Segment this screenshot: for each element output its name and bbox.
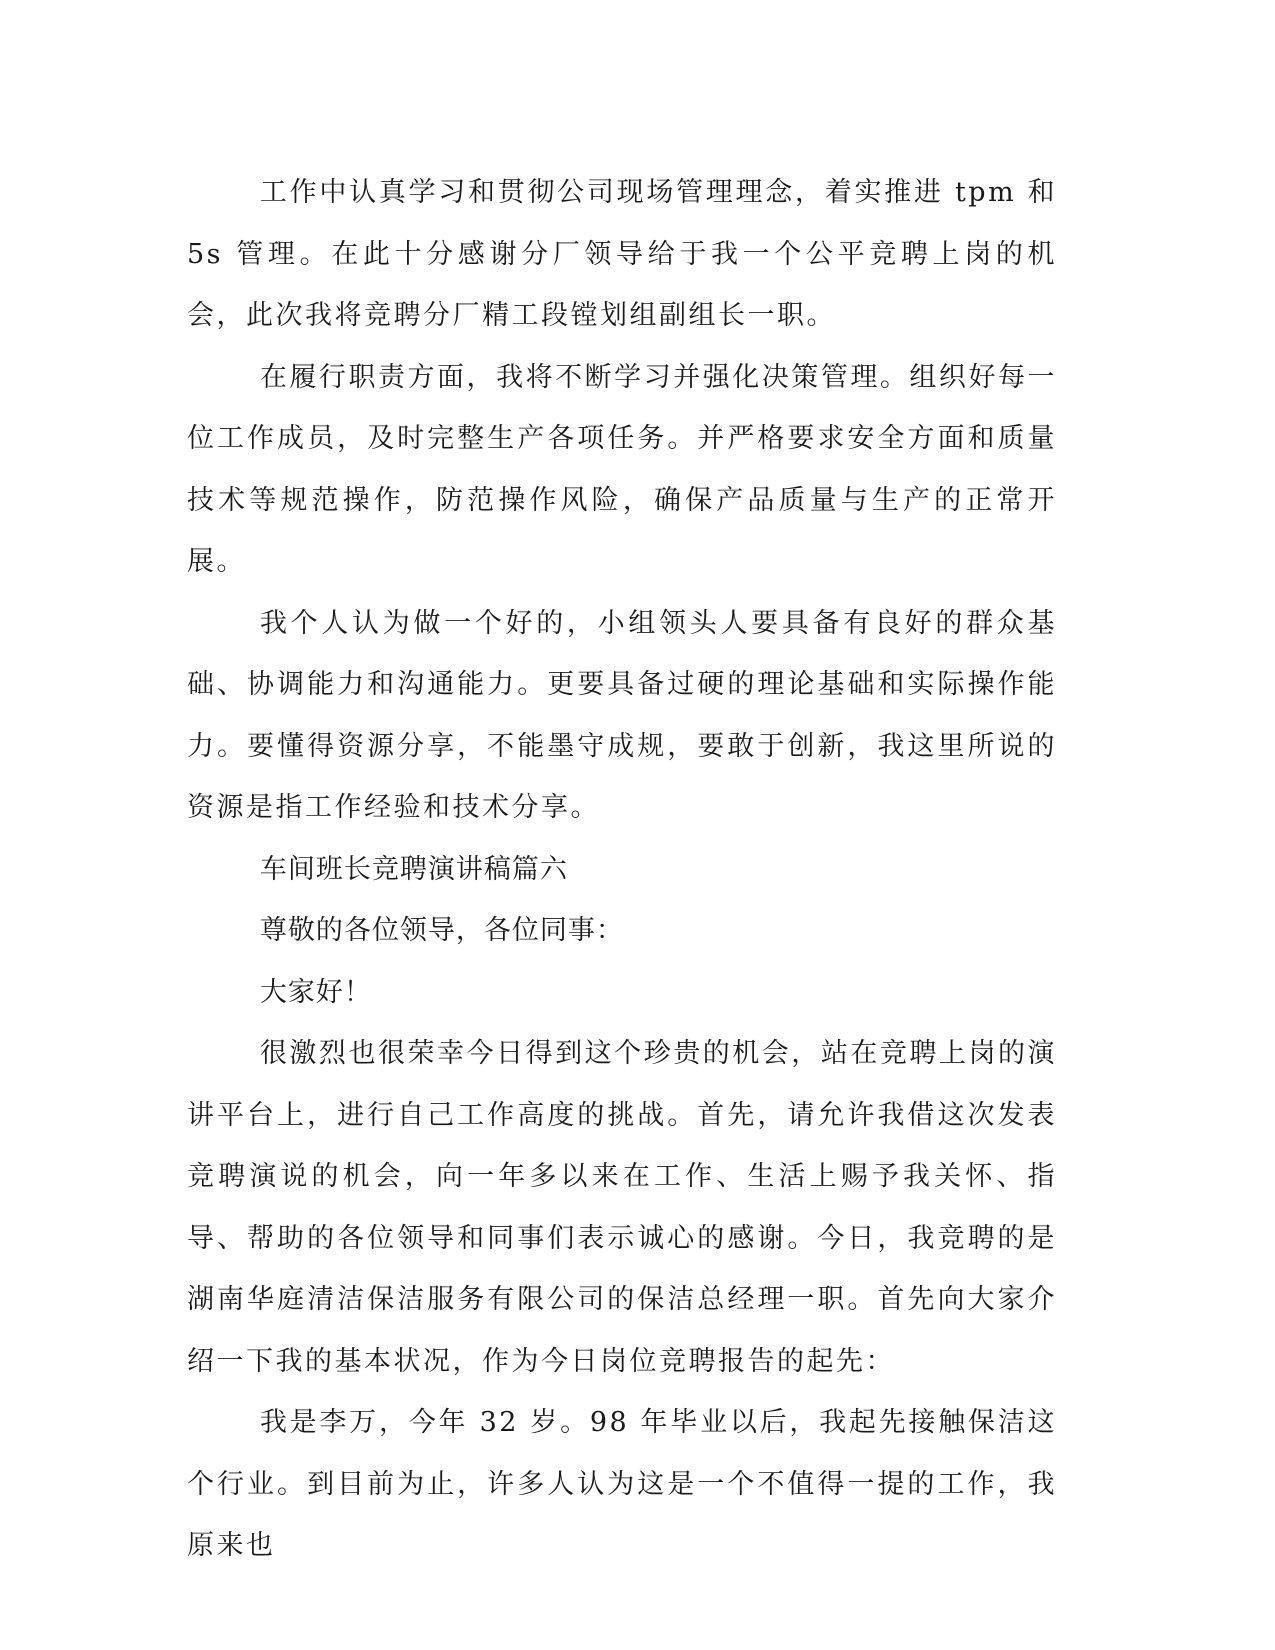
paragraph-management-philosophy: 工作中认真学习和贯彻公司现场管理理念，着实推进 tpm 和 5s 管理。在此十分感谢分厂领导给于我一个公平竞聘上岗的机会，此次我将竞聘分厂精工段镗划组副组长一职。: [187, 177, 1057, 331]
paragraph-self-introduction: 我是李万，今年 32 岁。98 年毕业以后，我起先接触保洁这个行业。到目前为止，许多人认为这是一个不值得一提的工作，我原来也: [187, 1407, 1057, 1561]
document-body: [187, 162, 1057, 1577]
paragraph-leader-qualities: 我个人认为做一个好的，小组领头人要具备有良好的群众基础、协调能力和沟通能力。更要具备过硬的理论基础和实际操作能力。要懂得资源分享，不能墨守成规，要敢于创新，我这里所说的资源是指工作经验和技术分享。: [187, 607, 1057, 823]
salutation: 尊敬的各位领导，各位同事：: [259, 915, 624, 946]
paragraph-introduction: 很激烈也很荣幸今日得到这个珍贵的机会，站在竞聘上岗的演讲平台上，进行自己工作高度的挑战。首先，请允许我借这次发表竞聘演说的机会，向一年多以来在工作、生活上赐予我关怀、指导、帮助的各位领导和同事们表示诚心的感谢。今日，我竞聘的是湖南华庭清洁保洁服务有限公司的保洁总经理一职。首先向大家介绍一下我的基本状况，作为今日岗位竞聘报告的起先：: [187, 1038, 1057, 1377]
greeting: 大家好！: [259, 976, 372, 1008]
paragraph-duty-performance: 在履行职责方面，我将不断学习并强化决策管理。组织好每一位工作成员，及时完整生产各项任务。并严格要求安全方面和质量技术等规范操作，防范操作风险，确保产品质量与生产的正常开展。: [187, 361, 1057, 577]
section-heading: 车间班长竞聘演讲稿篇六: [259, 853, 568, 885]
